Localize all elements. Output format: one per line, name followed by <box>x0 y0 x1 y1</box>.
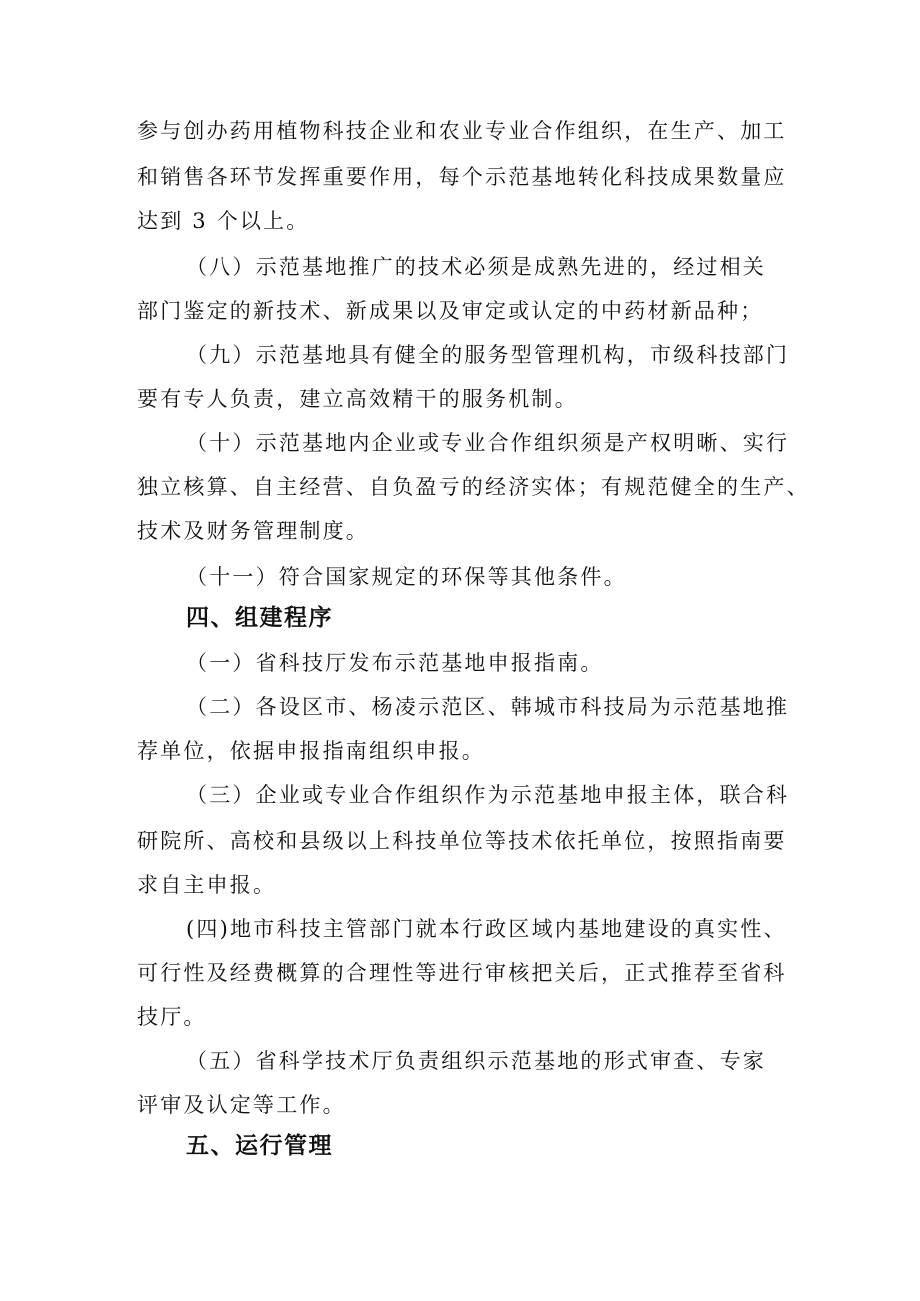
body-text-line: 技术及财务管理制度。 <box>137 519 369 543</box>
section-heading: 四、组建程序 <box>186 605 333 631</box>
body-text-line: （五）省科学技术厅负责组织示范基地的形式审查、专家 <box>186 1049 766 1073</box>
body-text-line: 部门鉴定的新技术、新成果以及审定或认定的中药材新品种； <box>137 299 764 323</box>
body-text-line: 和销售各环节发挥重要作用，每个示范基地转化科技成果数量应 <box>137 165 787 189</box>
body-text-line: （八）示范基地推广的技术必须是成熟先进的，经过相关 <box>186 255 766 279</box>
body-text-line: 要有专人负责，建立高效精干的服务机制。 <box>137 387 578 411</box>
body-text-line: 研院所、高校和县级以上科技单位等技术依托单位，按照指南要 <box>137 829 787 853</box>
body-text-line: 可行性及经费概算的合理性等进行审核把关后，正式推荐至省科 <box>137 961 787 985</box>
body-text-line: （九）示范基地具有健全的服务型管理机构，市级科技部门 <box>186 343 790 367</box>
body-text-line: 求自主申报。 <box>137 873 277 897</box>
body-text-line: （十一）符合国家规定的环保等其他条件。 <box>186 565 627 589</box>
body-text-line: 独立核算、自主经营、自负盈亏的经济实体；有规范健全的生产、 <box>137 475 810 499</box>
body-text-line: (四)地市科技主管部门就本行政区域内基地建设的真实性、 <box>186 917 787 941</box>
body-text-line: （一）省科技厅发布示范基地申报指南。 <box>186 651 604 675</box>
body-text-line: 达到 3 个以上。 <box>137 209 310 233</box>
body-text-line: （三）企业或专业合作组织作为示范基地申报主体，联合科 <box>186 783 790 807</box>
body-text-line: 参与创办药用植物科技企业和农业专业合作组织，在生产、加工 <box>137 119 787 143</box>
body-text-line: （二）各设区市、杨凌示范区、韩城市科技局为示范基地推 <box>186 695 790 719</box>
body-text-line: （十）示范基地内企业或专业合作组织须是产权明晰、实行 <box>186 431 790 455</box>
body-text-line: 技厅。 <box>137 1005 207 1029</box>
body-text-line: 评审及认定等工作。 <box>137 1093 346 1117</box>
body-text-line: 荐单位，依据申报指南组织申报。 <box>137 739 485 763</box>
section-heading: 五、运行管理 <box>186 1133 333 1159</box>
